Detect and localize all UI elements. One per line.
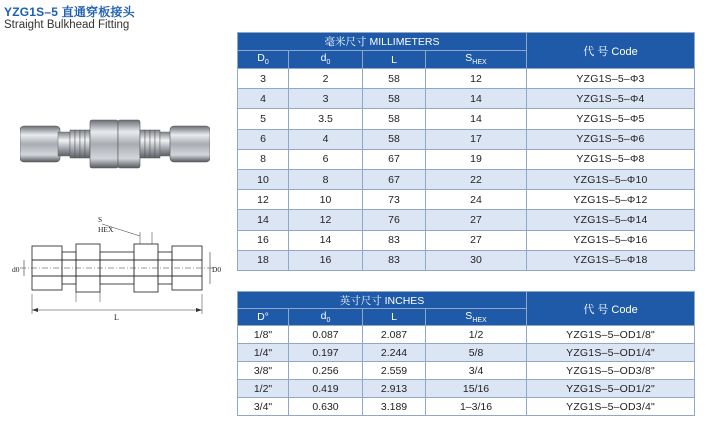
cell-d: 8 — [289, 169, 363, 189]
svg-text:L: L — [114, 313, 119, 322]
cell-d: 3/8" — [238, 362, 289, 380]
table-row — [238, 362, 695, 380]
cell-d: 3.5 — [289, 109, 363, 129]
cell-l: 58 — [363, 89, 426, 109]
cell-d: 0.197 — [289, 344, 363, 362]
svg-text:HEX: HEX — [98, 225, 114, 234]
mm-col-L: L — [363, 51, 426, 69]
cell-l: 76 — [363, 210, 426, 230]
cell-code: YZG1S–5–Φ5 — [527, 109, 695, 129]
cell-d: 0.256 — [289, 362, 363, 380]
cell-l: 83 — [363, 250, 426, 270]
cell-code: YZG1S–5–Φ10 — [527, 169, 695, 189]
cell-s: 22 — [426, 169, 527, 189]
cell-code: YZG1S–5–OD1/8" — [527, 326, 695, 344]
table-row — [238, 210, 695, 230]
svg-text:S: S — [98, 215, 103, 224]
cell-d: 14 — [238, 210, 289, 230]
cell-code: YZG1S–5–Φ14 — [527, 210, 695, 230]
cell-code: YZG1S–5–Φ12 — [527, 190, 695, 210]
cell-code: YZG1S–5–Φ3 — [527, 69, 695, 89]
mm-col-S: $S_{HEX}$ — [426, 51, 527, 69]
table-row — [238, 326, 695, 344]
cell-code: YZG1S–5–OD3/8" — [527, 362, 695, 380]
cell-d: 10 — [289, 190, 363, 210]
cell-s: 27 — [426, 230, 527, 250]
cell-d: 6 — [238, 129, 289, 149]
cell-code: YZG1S–5–Φ4 — [527, 89, 695, 109]
inch-col-S: $S_{HEX}$ — [426, 309, 527, 326]
cell-d: 3 — [238, 69, 289, 89]
cell-s: 14 — [426, 89, 527, 109]
cell-s: 30 — [426, 250, 527, 270]
inch-group-header: 英寸尺寸 INCHES — [238, 292, 527, 309]
cell-d: 12 — [238, 190, 289, 210]
cell-d: 4 — [289, 129, 363, 149]
cell-l: 58 — [363, 69, 426, 89]
cell-code: YZG1S–5–Φ18 — [527, 250, 695, 270]
cell-d: 8 — [238, 149, 289, 169]
cell-code: YZG1S–5–OD1/4" — [527, 344, 695, 362]
cell-l: 2.913 — [363, 380, 426, 398]
cell-l: 67 — [363, 169, 426, 189]
svg-text:d0: d0 — [12, 265, 20, 274]
cell-d: 18 — [238, 250, 289, 270]
inch-code-header: 代 号 Code — [527, 292, 695, 326]
cell-d: 14 — [289, 230, 363, 250]
cell-d: 3/4" — [238, 398, 289, 416]
cell-d: 16 — [238, 230, 289, 250]
cell-d: 0.419 — [289, 380, 363, 398]
page-title: YZG1S–5 直通穿板接头 — [4, 5, 135, 19]
cell-s: 12 — [426, 69, 527, 89]
cell-d: 0.630 — [289, 398, 363, 416]
cell-s: 15/16 — [426, 380, 527, 398]
cell-l: 58 — [363, 129, 426, 149]
table-row — [238, 398, 695, 416]
cell-l: 67 — [363, 149, 426, 169]
cell-s: 27 — [426, 210, 527, 230]
cell-l: 73 — [363, 190, 426, 210]
table-row — [238, 129, 695, 149]
mm-code-header: 代 号 Code — [527, 33, 695, 69]
cell-s: 24 — [426, 190, 527, 210]
cell-d: 1/4" — [238, 344, 289, 362]
inch-col-L: L — [363, 309, 426, 326]
cell-code: YZG1S–5–Φ6 — [527, 129, 695, 149]
inch-col-D: D° — [238, 309, 289, 326]
cell-d: 1/2" — [238, 380, 289, 398]
table-row — [238, 190, 695, 210]
cell-l: 2.087 — [363, 326, 426, 344]
cell-d: 16 — [289, 250, 363, 270]
cell-code: YZG1S–5–Φ16 — [527, 230, 695, 250]
cell-d: 5 — [238, 109, 289, 129]
mm-group-header: 毫米尺寸 MILLIMETERS — [238, 33, 527, 51]
cell-s: 17 — [426, 129, 527, 149]
inch-spec-table — [237, 291, 695, 416]
cell-d: 3 — [289, 89, 363, 109]
cell-d: 4 — [238, 89, 289, 109]
cell-s: 19 — [426, 149, 527, 169]
cell-d: 1/8" — [238, 326, 289, 344]
cell-s: 5/8 — [426, 344, 527, 362]
cell-d: 12 — [289, 210, 363, 230]
cell-s: 1–3/16 — [426, 398, 527, 416]
cell-d: 2 — [289, 69, 363, 89]
table-row — [238, 250, 695, 270]
cell-s: 3/4 — [426, 362, 527, 380]
table-row — [238, 380, 695, 398]
cell-l: 58 — [363, 109, 426, 129]
cell-d: 6 — [289, 149, 363, 169]
table-row — [238, 89, 695, 109]
mm-col-D: $D_0$ — [238, 51, 289, 69]
cell-s: 14 — [426, 109, 527, 129]
cell-l: 3.189 — [363, 398, 426, 416]
mm-col-d: $d_0$ — [289, 51, 363, 69]
table-row — [238, 169, 695, 189]
page-subtitle: Straight Bulkhead Fitting — [4, 19, 130, 31]
cell-s: 1/2 — [426, 326, 527, 344]
svg-text:D0: D0 — [212, 265, 222, 274]
cell-code: YZG1S–5–OD1/2" — [527, 380, 695, 398]
table-row — [238, 149, 695, 169]
table-row — [238, 109, 695, 129]
table-row — [238, 344, 695, 362]
fitting-drawing — [10, 210, 225, 322]
table-row — [238, 69, 695, 89]
table-row — [238, 230, 695, 250]
inch-col-d: $d_0$ — [289, 309, 363, 326]
cell-d: 0.087 — [289, 326, 363, 344]
fitting-photo — [20, 112, 210, 176]
mm-spec-table — [237, 32, 695, 271]
cell-l: 83 — [363, 230, 426, 250]
cell-code: YZG1S–5–OD3/4" — [527, 398, 695, 416]
cell-code: YZG1S–5–Φ8 — [527, 149, 695, 169]
cell-l: 2.559 — [363, 362, 426, 380]
cell-l: 2.244 — [363, 344, 426, 362]
cell-d: 10 — [238, 169, 289, 189]
